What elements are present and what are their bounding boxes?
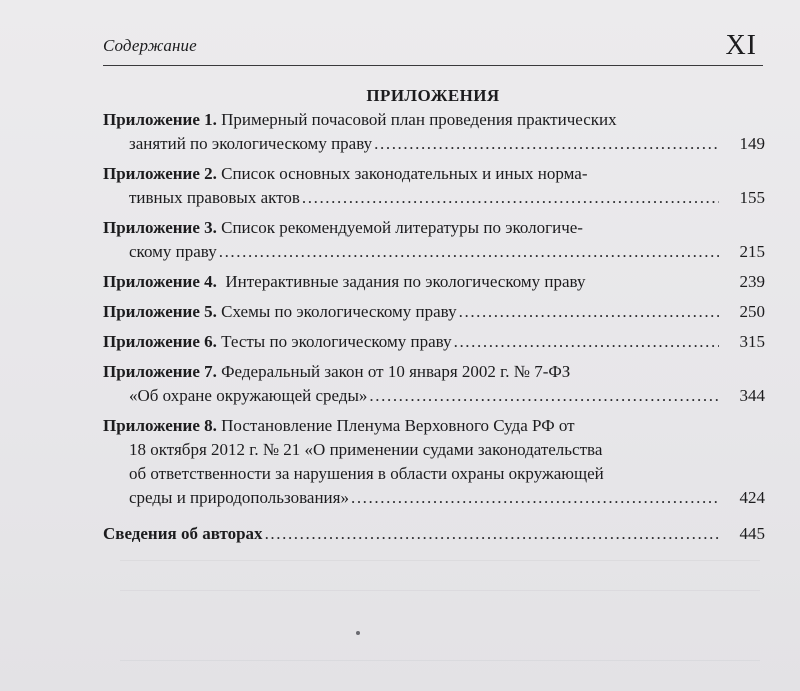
entry-text: занятий по экологическому праву xyxy=(129,134,373,153)
entry-text: «Об охране окружающей среды» xyxy=(129,386,368,405)
running-head: Содержание xyxy=(103,36,197,55)
entry-page: 239 xyxy=(739,272,765,291)
entry-page: 424 xyxy=(739,488,765,507)
page-number: XI xyxy=(725,30,757,61)
entry-page: 344 xyxy=(739,386,765,405)
dot-leader xyxy=(459,300,719,324)
entry-text: среды и природопользования» xyxy=(129,488,349,507)
entry-label: Приложение 7. xyxy=(103,362,217,381)
toc-entry-7[interactable] xyxy=(103,360,765,408)
entry-text: 18 октября 2012 г. № 21 «О применении судами законодательства xyxy=(129,440,603,459)
section-title: ПРИЛОЖЕНИЯ xyxy=(366,86,500,105)
entry-label: Приложение 1. xyxy=(103,110,217,129)
entry-text: об ответственности за нарушения в области охраны окружающей xyxy=(129,464,604,483)
show-through-line xyxy=(120,590,760,591)
toc-entry-4[interactable] xyxy=(103,270,765,294)
dot-leader xyxy=(351,486,719,510)
entry-text: тивных правовых актов xyxy=(129,188,300,207)
dot-leader xyxy=(302,186,719,210)
entry-text: Список основных законодательных и иных норма- xyxy=(221,164,588,183)
header-rule xyxy=(103,65,763,66)
entry-page: 155 xyxy=(739,188,765,207)
entry-label: Приложение 2. xyxy=(103,164,217,183)
entry-label: Приложение 8. xyxy=(103,416,217,435)
entry-page: 250 xyxy=(739,302,765,321)
entry-text: скому праву xyxy=(129,242,217,261)
entry-label: Приложение 6. xyxy=(103,332,217,351)
entry-text: Схемы по экологическому праву xyxy=(221,302,457,321)
toc-entry-6[interactable] xyxy=(103,330,765,354)
entry-text: Примерный почасовой план проведения практических xyxy=(221,110,617,129)
dot-leader xyxy=(369,384,719,408)
entry-text: Список рекомендуемой литературы по экологиче- xyxy=(221,218,583,237)
entry-page: 149 xyxy=(739,134,765,153)
entry-page: 215 xyxy=(739,242,765,261)
dot-leader xyxy=(219,240,719,264)
toc-entry-5[interactable] xyxy=(103,300,765,324)
entry-text: Постановление Пленума Верховного Суда РФ от xyxy=(221,416,575,435)
toc-entry-authors[interactable] xyxy=(103,522,765,546)
entry-label: Приложение 4. xyxy=(103,272,217,291)
entry-text: Интерактивные задания по экологическому праву xyxy=(225,272,586,291)
print-speck xyxy=(356,631,360,635)
entry-text: Федеральный закон от 10 января 2002 г. № 7-ФЗ xyxy=(221,362,571,381)
entry-text: Тесты по экологическому праву xyxy=(221,332,452,351)
toc-entry-2[interactable] xyxy=(103,162,765,210)
show-through-line xyxy=(120,660,760,661)
toc-entry-3[interactable] xyxy=(103,216,765,264)
entry-label: Приложение 3. xyxy=(103,218,217,237)
toc-entry-8[interactable] xyxy=(103,414,765,510)
authors-label: Сведения об авторах xyxy=(103,524,263,543)
dot-leader xyxy=(374,132,719,156)
entry-label: Приложение 5. xyxy=(103,302,217,321)
show-through-line xyxy=(120,560,760,561)
dot-leader xyxy=(454,330,719,354)
dot-leader xyxy=(265,522,719,546)
entry-page: 315 xyxy=(739,332,765,351)
table-of-contents xyxy=(103,108,765,552)
authors-page: 445 xyxy=(739,524,765,543)
toc-entry-1[interactable] xyxy=(103,108,765,156)
